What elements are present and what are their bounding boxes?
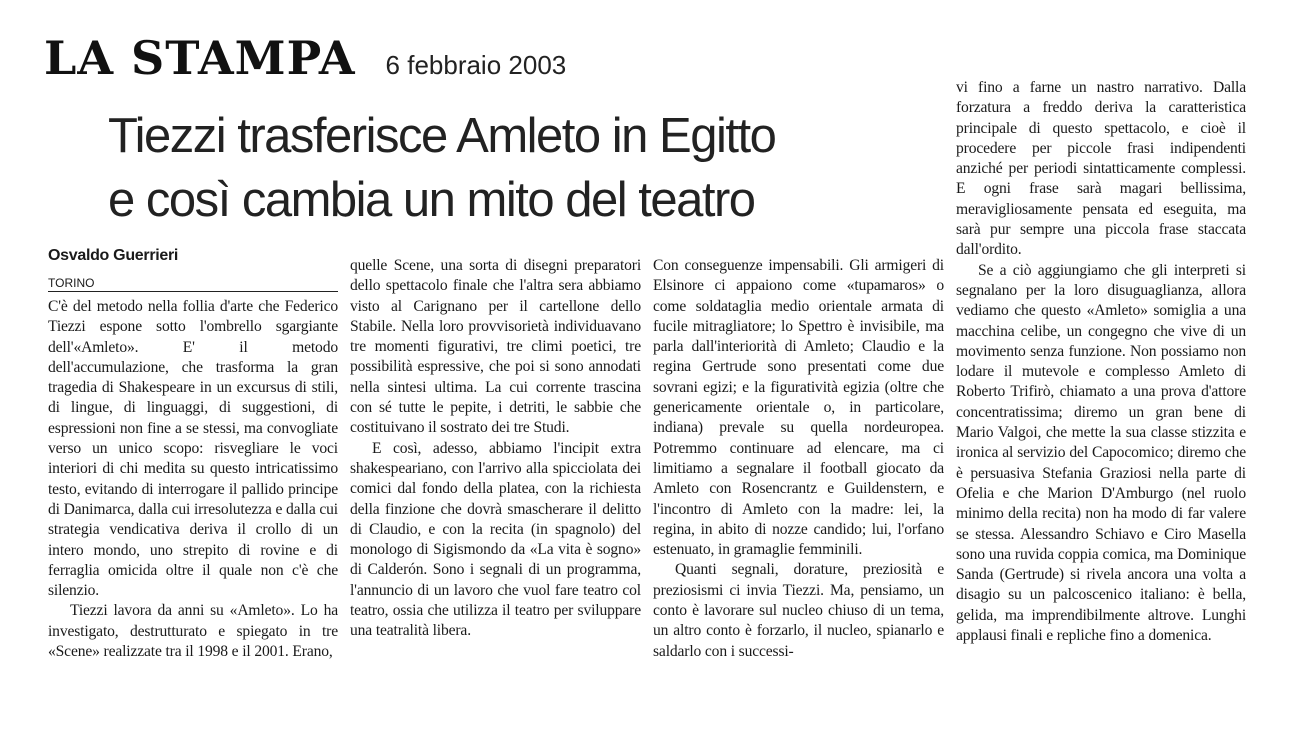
headline-line-1: Tiezzi trasferisce Amleto in Egitto (108, 109, 776, 163)
byline: Osvaldo Guerrieri (48, 247, 179, 264)
paragraph: Se a ciò aggiungiamo che gli interpreti si segnalano per la loro disuguaglianza, allora vediamo che questo «Amleto» somiglia a una macchina celibe, un congegno che vive di un movimento senza funzione. Non possiamo non lodare il mutevole e complesso Amleto di Roberto Trifirò, chiamato a una prova d'attore concentratissima; diremo un gran bene di Mario Valgoi, che mette la sua classe stizzita e ironica al servizio del Capocomico; diremo che è persuasiva Stefania Graziosi nella parte di Ofelia e che Marion D'Amburgo (nel ruolo minimo della recita) non ha modo di far valere se stessa. Alessandro Schiavo e Ciro Masella sono una ruvida coppia comica, ma Dominique Sanda (Gertrude) si rivela ancora una volta a disagio su un palcoscenico italiano: è bella, gelida, ma imprendibilmente altrove. Lunghi applausi finali e repliche fino a domenica. (956, 261, 1246, 645)
article-column-4 (956, 78, 1246, 646)
paragraph: C'è del metodo nella follia d'arte che Federico Tiezzi espone sotto l'ombrello sgargiante dell'«Amleto». E' il metodo dell'accumulazione, che trasforma la gran tragedia di Shakespeare in un excursus di stili, di lingue, di linguaggi, di suggestioni, di espressioni non fine a se stessi, ma convogliate verso un unico scopo: risvegliare le voci interiori di chi medita su questo intricatissimo testo, evitando di interrogare il pallido principe di Danimarca, dalla cui irresolutezza e dalla cui strategia vendicativa deriva il crollo di un intero mondo, uno strepito di rovine e di ferraglia omicida oltre il quale non c'è che silenzio. (48, 298, 338, 600)
paragraph: E così, adesso, abbiamo l'incipit extra shakespeariano, con l'arrivo alla spicciolata dei comici dal fondo della platea, con la richiesta della finzione che dovrà smascherare il delitto di Claudio, e con la recita (in spagnolo) del monologo di Sigismondo da «La vita è sogno» di Calderón. Sono i segnali di un programma, l'annuncio di un lavoro che vuol fare teatro col teatro, ossia che utilizza il teatro per sviluppare una teatralità libera. (350, 439, 641, 640)
article-column-1 (48, 297, 338, 662)
paragraph: Con conseguenze impensabili. Gli armigeri di Elsinore ci appaiono come «tupamaros» o come soldataglia medio orientale armata di fucile mitragliatore; lo Spettro è invisibile, ma parla dall'interiorità di Amleto; Claudio e la regina Gertrude sono presentati come due sovrani egizi; e la figuratività egizia (oltre che genericamente orientale o, in particolare, indiana) prevale su quella nordeuropea. Potremmo continuare ad elencare, ma ci limitiamo a segnalare il football giocato da Amleto con Rosencrantz e Guildenstern, e l'incontro di Amleto con la madre: lei, la regina, in abito di nozze candido; lui, l'orfano estenuato, in gramaglie femminili. (653, 257, 944, 559)
article-column-2 (350, 256, 641, 642)
masthead (44, 30, 566, 86)
article-column-3 (653, 256, 944, 662)
paragraph: Quanti segnali, dorature, preziosità e preziosismi ci invia Tiezzi. Ma, pensiamo, un conto è lavorare sul nucleo chiuso di un tema, un altro conto è forzarlo, il nucleo, spianarlo e saldarlo con i successi- (653, 561, 944, 660)
paragraph: vi fino a farne un nastro narrativo. Dalla forzatura a freddo deriva la caratteristica principale di questo spettacolo, e cioè il procedere per piccole frasi indipendenti anziché per periodi sintatticamente complessi. E ogni frase sarà magari bellissima, meravigliosamente pensata ed eseguita, ma sarà pur sempre una piccola frase staccata dall'ordito. (956, 79, 1246, 259)
paragraph: quelle Scene, una sorta di disegni preparatori dello spettacolo finale che l'altra sera abbiamo visto al Carignano per il cartellone dello Stabile. Nella loro provvisorietà individuavano tre momenti figurativi, tre climi poetici, tre possibilità espressive, che poi si sono annodati nella sintesi ultima. La cui corrente trascina con sé tutte le pepite, i detriti, le sabbie che costituivano il sostrato dei tre Studi. (350, 257, 641, 437)
headline-line-2: e così cambia un mito del teatro (108, 173, 755, 227)
headline (108, 104, 938, 232)
newspaper-logo: LA STAMPA (44, 31, 356, 85)
dateline: TORINO (48, 276, 338, 292)
publication-date: 6 febbraio 2003 (385, 50, 567, 80)
paragraph: Tiezzi lavora da anni su «Amleto». Lo ha investigato, destrutturato e spiegato in tre «Scene» realizzate tra il 1998 e il 2001. Erano, (48, 602, 338, 661)
